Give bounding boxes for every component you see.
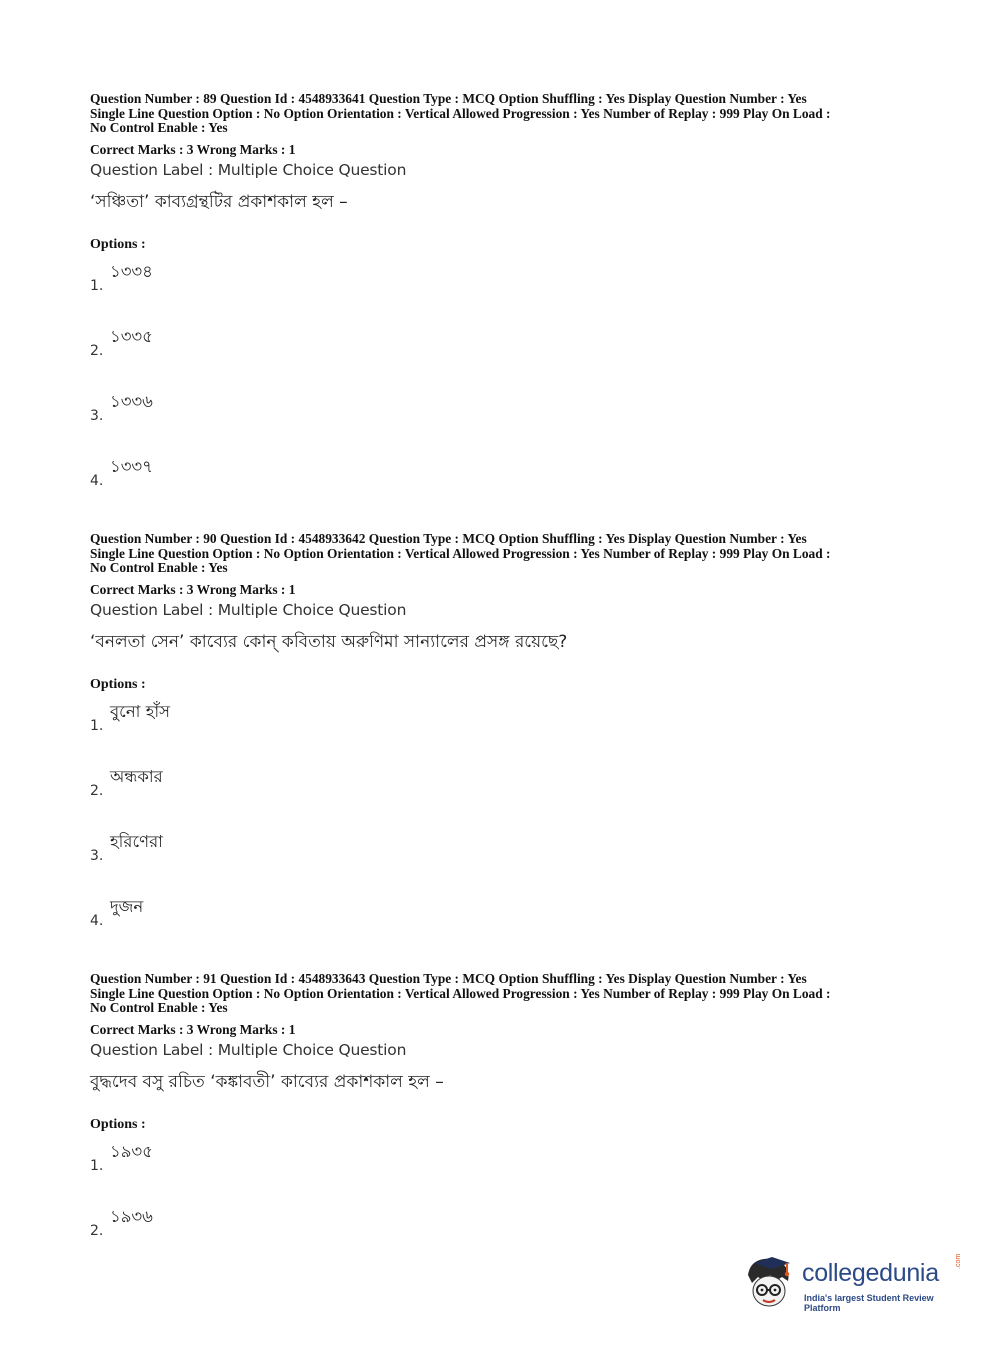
- option-number: 2.: [90, 1222, 104, 1239]
- option-number: 4.: [90, 472, 104, 489]
- options-list: [90, 1139, 920, 1269]
- collegedunia-logo[interactable]: [742, 1253, 972, 1313]
- options-heading: Options :: [90, 676, 146, 692]
- option-item[interactable]: [90, 764, 920, 829]
- question-meta-line: Single Line Question Option : No Option Orientation : Vertical Allowed Progression : Yes Number of Replay : 999 Play On Load :: [90, 545, 831, 561]
- option-number: 1.: [90, 277, 104, 294]
- option-number: 3.: [90, 407, 104, 424]
- option-item[interactable]: [90, 324, 920, 389]
- option-item[interactable]: [90, 454, 920, 519]
- option-text: হরিণেরা: [110, 831, 163, 851]
- option-text: বুনো হাঁস: [110, 701, 171, 721]
- marks-line: Correct Marks : 3 Wrong Marks : 1: [90, 1021, 296, 1037]
- option-text: ১৩৩৫: [110, 326, 153, 346]
- options-heading: Options :: [90, 1116, 146, 1132]
- option-item[interactable]: [90, 894, 920, 959]
- question-stem: ‘সঞ্চিতা’ কাব্যগ্রন্থটির প্রকাশকাল হল –: [90, 191, 348, 212]
- question-meta-line: Question Number : 90 Question Id : 4548933642 Question Type : MCQ Option Shuffling : Yes Display Question Number : Yes: [90, 531, 807, 546]
- option-item[interactable]: [90, 829, 920, 894]
- option-number: 1.: [90, 717, 104, 734]
- question-stem: বুদ্ধদেব বসু রচিত ‘কঙ্কাবতী’ কাব্যের প্রকাশকাল হল –: [90, 1071, 444, 1092]
- question-meta-line: Question Number : 91 Question Id : 4548933643 Question Type : MCQ Option Shuffling : Yes Display Question Number : Yes: [90, 971, 807, 986]
- option-text: ১৩৩৬: [110, 391, 153, 411]
- option-text: ১৯৩৬: [110, 1206, 153, 1226]
- options-list: [90, 259, 920, 519]
- marks-line: Correct Marks : 3 Wrong Marks : 1: [90, 581, 296, 597]
- question-label: Question Label : Multiple Choice Question: [90, 600, 407, 619]
- option-text: ১৩৩৪: [110, 261, 153, 281]
- question-block-89: [90, 92, 920, 519]
- option-number: 3.: [90, 847, 104, 864]
- options-heading: Options :: [90, 236, 146, 252]
- question-meta-line: No Control Enable : Yes: [90, 560, 228, 576]
- option-number: 1.: [90, 1157, 104, 1174]
- mascot-icon: [742, 1253, 798, 1309]
- question-stem: ‘বনলতা সেন’ কাব্যের কোন্ কবিতায় অরুণিমা সান্যালের প্রসঙ্গ রয়েছে?: [90, 631, 568, 652]
- option-number: 2.: [90, 782, 104, 799]
- option-number: 4.: [90, 912, 104, 929]
- option-item[interactable]: [90, 1139, 920, 1204]
- option-number: 2.: [90, 342, 104, 359]
- option-text: ১৯৩৫: [110, 1141, 153, 1161]
- brand-domain-suffix: .com: [955, 1253, 962, 1269]
- option-text: দুজন: [110, 896, 144, 916]
- option-item[interactable]: [90, 389, 920, 454]
- option-item[interactable]: [90, 259, 920, 324]
- options-list: [90, 699, 920, 959]
- question-label: Question Label : Multiple Choice Question: [90, 1040, 407, 1059]
- brand-name: collegedunia: [802, 1259, 939, 1287]
- question-meta-line: No Control Enable : Yes: [90, 120, 228, 136]
- option-item[interactable]: [90, 699, 920, 764]
- question-meta-line: Question Number : 89 Question Id : 4548933641 Question Type : MCQ Option Shuffling : Yes Display Question Number : Yes: [90, 91, 807, 106]
- option-text: অন্ধকার: [110, 766, 163, 786]
- question-meta-line: Single Line Question Option : No Option Orientation : Vertical Allowed Progression : Yes Number of Replay : 999 Play On Load :: [90, 105, 831, 121]
- question-block-90: [90, 532, 920, 959]
- brand-tagline: India's largest Student Review Platform: [804, 1293, 934, 1313]
- question-label: Question Label : Multiple Choice Question: [90, 160, 407, 179]
- marks-line: Correct Marks : 3 Wrong Marks : 1: [90, 141, 296, 157]
- question-meta-line: Single Line Question Option : No Option Orientation : Vertical Allowed Progression : Yes Number of Replay : 999 Play On Load :: [90, 985, 831, 1001]
- option-text: ১৩৩৭: [110, 456, 153, 476]
- question-block-91: [90, 972, 920, 1269]
- question-meta-line: No Control Enable : Yes: [90, 1000, 228, 1016]
